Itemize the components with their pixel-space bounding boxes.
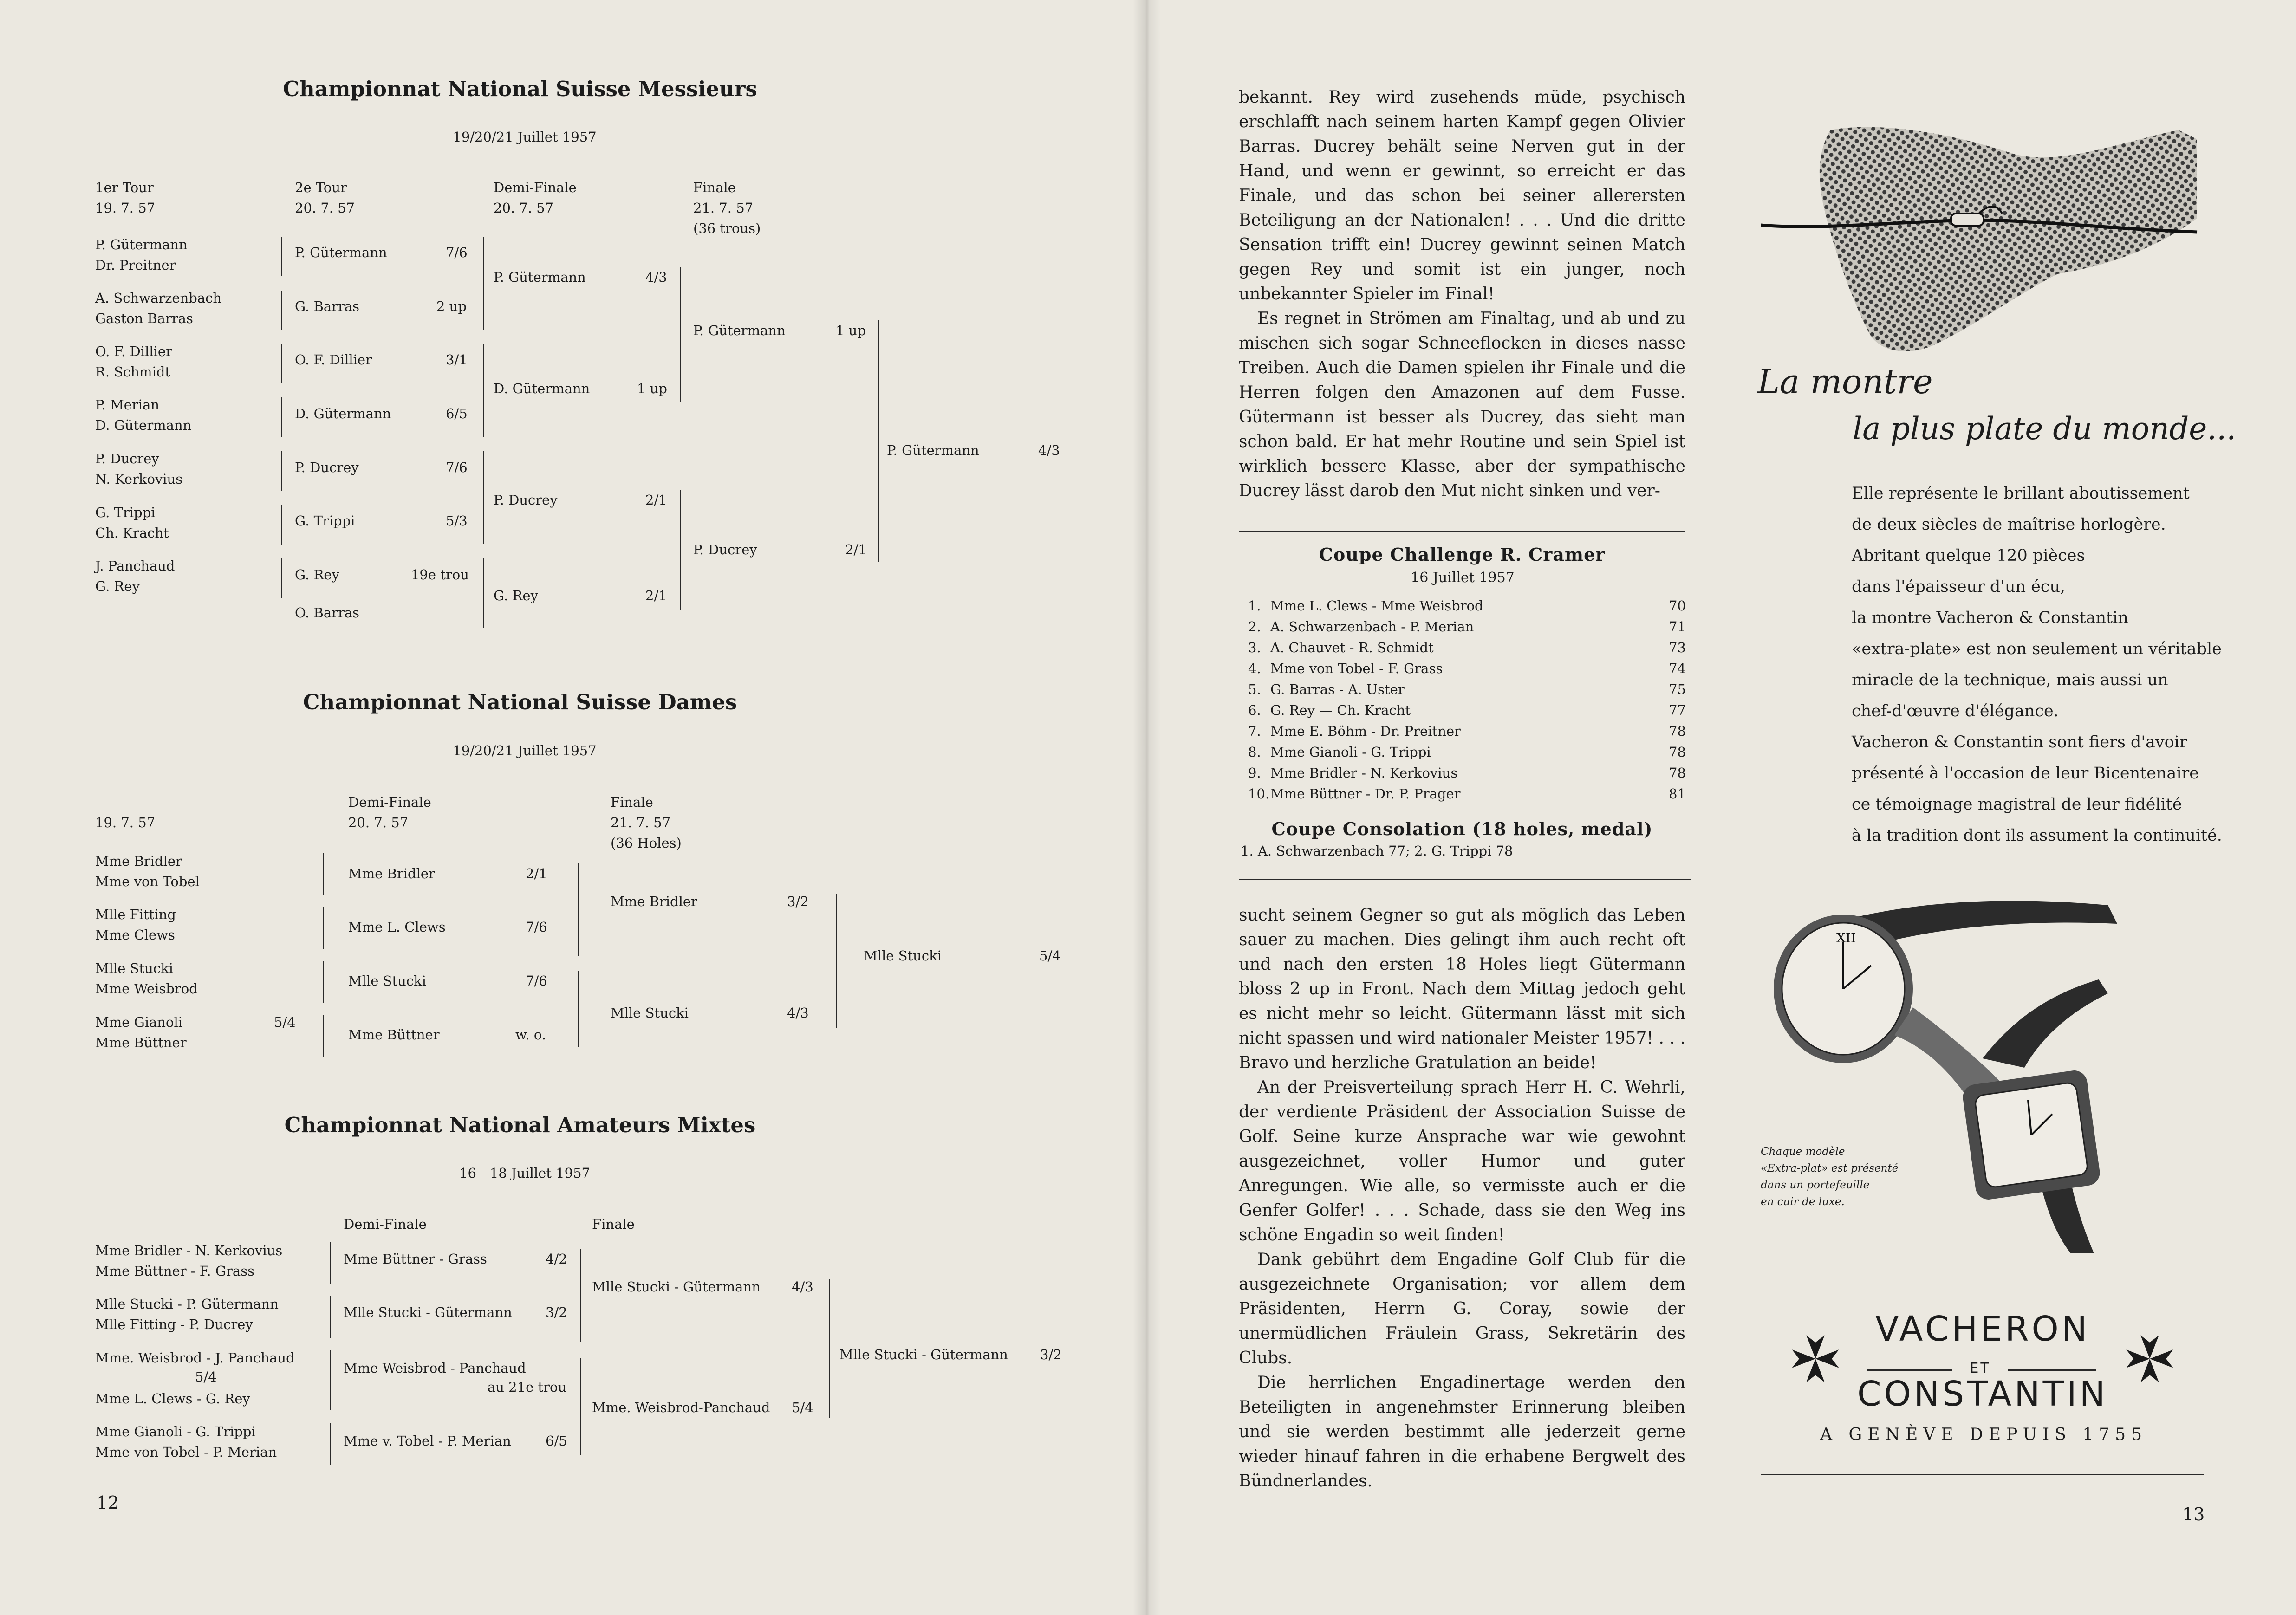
match-score: 5/4 [792, 1400, 813, 1415]
result-rank: 8. [1248, 744, 1261, 760]
page-number-right: 13 [2182, 1504, 2205, 1524]
team-name: Mme L. Clews - G. Rey [95, 1391, 250, 1407]
col-header: Demi-Finale [348, 794, 431, 810]
result-score: 78 [1669, 765, 1686, 781]
match-score: 2 up [436, 298, 467, 314]
team-name: Mme Bridler - N. Kerkovius [95, 1243, 283, 1258]
ad-body-line: la montre Vacheron & Constantin [1852, 609, 2128, 627]
match-score: w. o. [515, 1027, 546, 1043]
player-name: G. Rey [95, 578, 140, 594]
article-paragraph: Die herrlichen Engadinertage werden den Beteiligten in angenehmster Erinnerung bleiben und sie werden bestimmt alle jederzeit gerne wieder hinauf fahren in die erhabene Bergwelt des Bündnerlandes. [1239, 1373, 1685, 1491]
team-name: Mme. Weisbrod-Panchaud [592, 1400, 770, 1415]
player-name: D. Gütermann [95, 417, 192, 433]
ad-caption-line: dans un portefeuille [1761, 1179, 1870, 1191]
match-score: 3/2 [546, 1304, 567, 1320]
page-number-left: 12 [97, 1492, 119, 1513]
match-score: 7/6 [446, 460, 468, 475]
result-rank: 10. [1248, 786, 1270, 802]
book-gutter [1133, 0, 1161, 1615]
ad-body-line: Abritant quelque 120 pièces [1852, 546, 2085, 565]
result-pair: G. Barras - A. Uster [1270, 681, 1405, 697]
result-score: 77 [1669, 702, 1686, 718]
col-header: Demi-Finale [344, 1216, 427, 1232]
result-rank: 7. [1248, 723, 1261, 739]
match-score: 7/6 [446, 245, 468, 260]
player-name: Mme Gianoli [95, 1014, 182, 1030]
result-pair: Mme Büttner - Dr. P. Prager [1270, 786, 1461, 802]
player-name: G. Rey [494, 588, 538, 603]
player-name: P. Gütermann [693, 323, 786, 338]
match-score: 5/4 [195, 1369, 217, 1385]
col-header: 2e Tour [295, 180, 347, 195]
team-name: Mlle Stucki - Gütermann [344, 1304, 512, 1320]
result-score: 78 [1669, 723, 1686, 739]
maltese-cross-icon [2124, 1333, 2175, 1384]
player-name: Mme Weisbrod [95, 981, 198, 997]
ad-body-line: ce témoignage magistral de leur fidélité [1852, 795, 2182, 814]
result-rank: 5. [1248, 681, 1261, 697]
match-score: 5/4 [274, 1014, 296, 1030]
player-name: Mlle Stucki [95, 960, 173, 976]
ad-body-line: chef-d'œuvre d'élégance. [1852, 702, 2059, 720]
match-score: 7/6 [526, 973, 547, 989]
ad-caption-line: en cuir de luxe. [1761, 1196, 1845, 1208]
player-name: Ch. Kracht [95, 525, 169, 541]
winner-score: 3/2 [1040, 1347, 1062, 1362]
mixtes-title: Championnat National Amateurs Mixtes [284, 1113, 756, 1137]
result-pair: A. Chauvet - R. Schmidt [1270, 640, 1434, 655]
coupe-consolation-results: 1. A. Schwarzenbach 77; 2. G. Trippi 78 [1241, 843, 1513, 859]
player-name: P. Gütermann [494, 269, 586, 285]
result-score: 78 [1669, 744, 1686, 760]
player-name: P. Gütermann [295, 245, 387, 260]
winner-name: Mlle Stucki - Gütermann [839, 1347, 1008, 1362]
player-name: Mme Clews [95, 927, 175, 943]
match-score: 4/3 [787, 1005, 809, 1021]
col-header: 20. 7. 57 [348, 815, 409, 830]
result-score: 75 [1669, 681, 1686, 697]
ad-body-line: présenté à l'occasion de leur Bicentenaire [1852, 764, 2199, 783]
team-name: Mme. Weisbrod - J. Panchaud [95, 1350, 295, 1366]
maltese-cross-icon [1790, 1333, 1841, 1384]
ad-body-line: miracle de la technique, mais aussi un [1852, 671, 2168, 689]
player-name: Mme Bridler [95, 853, 182, 869]
result-score: 71 [1669, 619, 1686, 635]
result-rank: 2. [1248, 619, 1261, 635]
match-score: 6/5 [546, 1433, 567, 1449]
player-name: G. Rey [295, 567, 339, 583]
match-score: 2/1 [845, 542, 867, 558]
player-name: N. Kerkovius [95, 471, 183, 487]
player-name: Mlle Fitting [95, 907, 176, 922]
match-score: 2/1 [645, 588, 667, 603]
result-rank: 4. [1248, 661, 1261, 676]
player-name: Dr. Preitner [95, 257, 176, 273]
dames-title: Championnat National Suisse Dames [303, 690, 737, 714]
coupe-cramer-title: Coupe Challenge R. Cramer [1319, 544, 1606, 565]
player-name: G. Trippi [95, 505, 156, 520]
col-header: 21. 7. 57 [693, 200, 754, 216]
col-header: 20. 7. 57 [494, 200, 554, 216]
ad-body-line: de deux siècles de maîtrise horlogère. [1852, 515, 2166, 534]
ad-body-line: dans l'épaisseur d'un écu, [1852, 577, 2066, 596]
winner-score: 5/4 [1039, 948, 1061, 964]
brand-et: ET [1970, 1360, 1991, 1376]
player-name: Mlle Stucki [611, 1005, 689, 1021]
article-top [1239, 85, 1685, 503]
ad-body-line: Vacheron & Constantin sont fiers d'avoir [1852, 733, 2187, 752]
col-header: 20. 7. 57 [295, 200, 355, 216]
match-score: 3/1 [446, 352, 468, 368]
col-header: 21. 7. 57 [611, 815, 671, 830]
result-score: 73 [1669, 640, 1686, 655]
team-name: Mme Gianoli - G. Trippi [95, 1424, 256, 1440]
col-header: 1er Tour [95, 180, 154, 195]
ad-rule-bottom [1761, 1474, 2204, 1475]
player-name: O. Barras [295, 605, 360, 621]
ad-headline: La montre [1757, 362, 1933, 401]
match-score: 2/1 [645, 492, 667, 508]
match-score: 2/1 [526, 866, 547, 882]
team-name: Mme von Tobel - P. Merian [95, 1444, 277, 1460]
col-header: (36 trous) [693, 221, 761, 236]
player-name: Mme Bridler [611, 894, 697, 909]
team-name: Mme Büttner - F. Grass [95, 1263, 254, 1279]
result-pair: Mme Gianoli - G. Trippi [1270, 744, 1431, 760]
col-header: 19. 7. 57 [95, 815, 156, 830]
ad-caption-line: Chaque modèle [1761, 1146, 1845, 1158]
player-name: P. Ducrey [95, 451, 159, 467]
article-paragraph: sucht seinem Gegner so gut als möglich das Leben sauer zu machen. Dies gelingt ihm auch recht oft und nach den ersten 18 Holes liegt Gütermann bloss 2 up in Front. Nach dem Mittag jedoch geht es nicht mehr so leicht. Gütermann lässt mit sich nicht spassen und wird nationaler Meister 1957! . . . Bravo und herzliche Gratulation an beide! [1239, 906, 1685, 1072]
result-score: 74 [1669, 661, 1686, 676]
player-name: Mme Büttner [348, 1027, 440, 1043]
dames-date: 19/20/21 Juillet 1957 [453, 743, 597, 759]
col-header: Finale [693, 180, 736, 195]
ad-body-line: Elle représente le brillant aboutissement [1852, 484, 2190, 503]
player-name: O. F. Dillier [95, 344, 172, 359]
result-rank: 3. [1248, 640, 1261, 655]
brand-rule [1867, 1369, 1952, 1371]
match-score: 6/5 [446, 406, 468, 422]
article-bottom [1239, 903, 1685, 1493]
winner-name: Mlle Stucki [864, 948, 942, 964]
result-pair: Mme Bridler - N. Kerkovius [1270, 765, 1458, 781]
result-pair: Mme L. Clews - Mme Weisbrod [1270, 598, 1483, 614]
col-header: Finale [611, 794, 653, 810]
article-paragraph: An der Preisverteilung sprach Herr H. C. Wehrli, der verdiente Präsident der Association Suisse de Golf. Seine kurze Ansprache war wie gewohnt ausgezeichnet, voller Humor und guter Anregungen. Wie alle, so vermisste auch er die Genfer Golfer! . . . Schade, dass sie den Weg ins schöne Engadin so weit finden! [1239, 1078, 1685, 1245]
ad-body-line: à la tradition dont ils assument la continuité. [1852, 826, 2222, 845]
player-name: J. Panchaud [95, 558, 175, 574]
player-name: D. Gütermann [295, 406, 391, 422]
article-paragraph: Dank gebührt dem Engadine Golf Club für die ausgezeichnete Organisation; vor allem dem Präsidenten, Herrn G. Coray, sowie der unermüdlichen Fräulein Grass, Sekretärin des Clubs. [1239, 1250, 1685, 1368]
article-paragraph: Es regnet in Strömen am Finaltag, und ab und zu mischen sich sogar Schneeflocken in dieses nasse Treiben. Auch die Damen spielen ihr Finale und die Herren folgen den Amazonen auf dem Fusse. Gütermann ist besser als Ducrey, das sieht man schon bald. Er hat mehr Routine und sein Spiel ist wirklich bessere Klasse, aber der sympathische Ducrey lässt darob den Mut nicht sinken und ver- [1239, 309, 1685, 500]
player-name: P. Merian [95, 397, 160, 413]
coupe-cramer-date: 16 Juillet 1957 [1411, 570, 1515, 586]
match-score: 7/6 [526, 919, 547, 935]
player-name: G. Barras [295, 298, 360, 314]
messieurs-date: 19/20/21 Juillet 1957 [453, 129, 597, 145]
player-name: D. Gütermann [494, 381, 590, 396]
result-score: 81 [1669, 786, 1686, 802]
result-rank: 6. [1248, 702, 1261, 718]
player-name: A. Schwarzenbach [95, 290, 222, 306]
col-header: (36 Holes) [611, 835, 682, 851]
match-score: 1 up [836, 323, 866, 338]
team-name: Mme v. Tobel - P. Merian [344, 1433, 511, 1449]
result-pair: Mme E. Böhm - Dr. Preitner [1270, 723, 1461, 739]
gloved-hand-illustration [1761, 125, 2206, 357]
player-name: Mme von Tobel [95, 874, 200, 889]
winner-score: 4/3 [1038, 442, 1060, 458]
svg-text:XII: XII [1836, 930, 1856, 946]
ad-headline: la plus plate du monde... [1853, 411, 2237, 447]
player-name: Mme Büttner [95, 1035, 187, 1051]
mixtes-date: 16—18 Juillet 1957 [459, 1165, 590, 1181]
divider [1239, 879, 1691, 880]
result-rank: 9. [1248, 765, 1261, 781]
player-name: P. Ducrey [494, 492, 558, 508]
match-score: 4/2 [546, 1251, 567, 1267]
result-pair: G. Rey — Ch. Kracht [1270, 702, 1411, 718]
player-name: P. Gütermann [95, 237, 188, 253]
match-score: 1 up [637, 381, 667, 396]
player-name: G. Trippi [295, 513, 355, 529]
brand-name: CONSTANTIN [1857, 1374, 2108, 1414]
brand-rule [2008, 1369, 2096, 1371]
player-name: Mme Bridler [348, 866, 435, 882]
team-name: Mme Büttner - Grass [344, 1251, 487, 1267]
ad-body-line: «extra-plate» est non seulement un véritable [1852, 640, 2222, 658]
match-score: au 21e trou [488, 1379, 567, 1395]
result-rank: 1. [1248, 598, 1261, 614]
col-header: Demi-Finale [494, 180, 577, 195]
player-name: Gaston Barras [95, 311, 193, 326]
brand-name: VACHERON [1875, 1309, 2090, 1349]
messieurs-title: Championnat National Suisse Messieurs [283, 77, 757, 101]
match-score: 19e trou [411, 567, 469, 583]
player-name: Mme L. Clews [348, 919, 446, 935]
team-name: Mlle Stucki - Gütermann [592, 1279, 761, 1295]
coupe-consolation-title: Coupe Consolation (18 holes, medal) [1271, 818, 1653, 839]
player-name: Mlle Stucki [348, 973, 426, 989]
article-paragraph: bekannt. Rey wird zusehends müde, psychisch erschlafft nach seinem harten Kampf gegen Olivier Barras. Ducrey behält seine Nerven gut in der Hand, und wenn er gewinnt, so erreicht er das Finale, und das schon bei seiner allerersten Beteiligung an der Nationalen! . . . Und die dritte Sensation trifft ein! Ducrey gewinnt seinen Match gegen Rey und somit ist ein junger, noch unbekannter Spieler im Final! [1239, 88, 1685, 304]
team-name: Mme Weisbrod - Panchaud [344, 1360, 526, 1376]
player-name: R. Schmidt [95, 364, 171, 380]
ad-caption-line: «Extra-plat» est présenté [1761, 1162, 1899, 1174]
team-name: Mlle Stucki - P. Gütermann [95, 1296, 279, 1312]
col-header: 19. 7. 57 [95, 200, 156, 216]
divider [1239, 531, 1685, 532]
match-score: 4/3 [645, 269, 667, 285]
player-name: O. F. Dillier [295, 352, 372, 368]
winner-name: P. Gütermann [887, 442, 979, 458]
player-name: P. Ducrey [693, 542, 757, 558]
match-score: 4/3 [792, 1279, 813, 1295]
player-name: P. Ducrey [295, 460, 359, 475]
brand-tagline: A GENÈVE DEPUIS 1755 [1820, 1425, 2147, 1444]
result-score: 70 [1669, 598, 1686, 614]
match-score: 3/2 [787, 894, 809, 909]
col-header: Finale [592, 1216, 635, 1232]
result-pair: Mme von Tobel - F. Grass [1270, 661, 1443, 676]
team-name: Mlle Fitting - P. Ducrey [95, 1317, 253, 1332]
result-pair: A. Schwarzenbach - P. Merian [1270, 619, 1474, 635]
match-score: 5/3 [446, 513, 468, 529]
